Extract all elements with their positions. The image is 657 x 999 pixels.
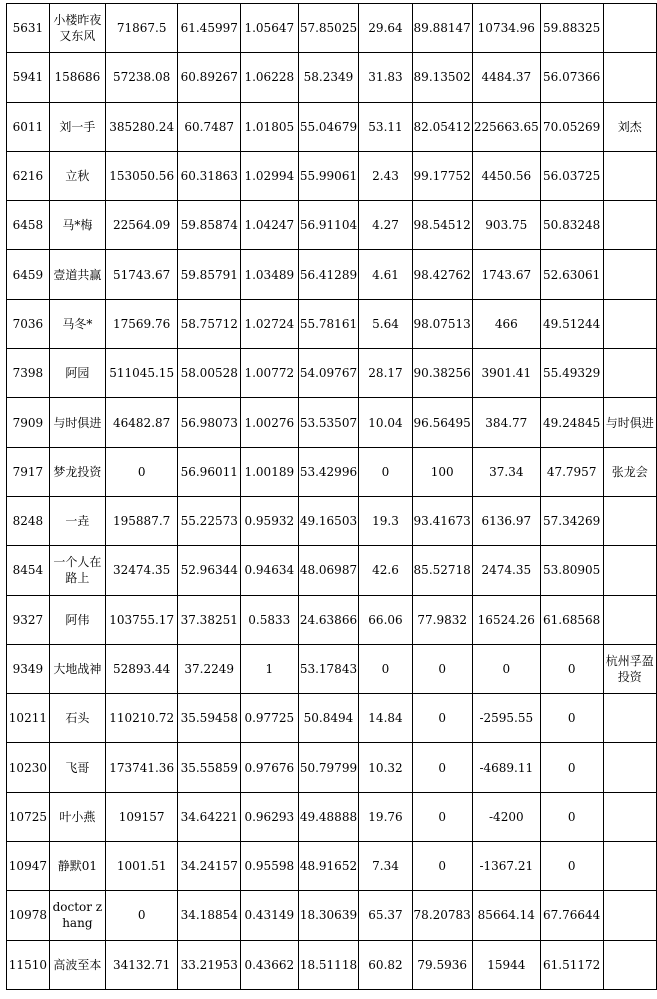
value-cell: 24.63866 <box>298 595 359 644</box>
percent-cell: 10.04 <box>359 398 412 447</box>
value-cell: 18.51118 <box>298 940 359 989</box>
rate-cell: 0 <box>412 842 472 891</box>
profit-cell: -4689.11 <box>472 743 540 792</box>
score-cell: 59.85791 <box>178 250 241 299</box>
name-cell: 阿伟 <box>49 595 105 644</box>
note-cell: 杭州孚盈投资 <box>603 644 657 693</box>
ratio-cell: 1.02724 <box>241 299 298 348</box>
note-cell <box>603 201 657 250</box>
percent-cell: 53.11 <box>359 102 412 151</box>
value-cell: 55.78161 <box>298 299 359 348</box>
score-cell: 56.98073 <box>178 398 241 447</box>
table-row <box>7 496 657 545</box>
note-cell <box>603 496 657 545</box>
percent-cell: 60.82 <box>359 940 412 989</box>
id-cell: 7917 <box>7 447 50 496</box>
profit-cell: 15944 <box>472 940 540 989</box>
amount-cell: 71867.5 <box>105 4 177 53</box>
amount-cell: 57238.08 <box>105 53 177 102</box>
score-cell: 60.89267 <box>178 53 241 102</box>
value-cell: 55.04679 <box>298 102 359 151</box>
amount-cell: 32474.35 <box>105 546 177 595</box>
value-cell: 57.85025 <box>298 4 359 53</box>
rate-cell: 0 <box>412 644 472 693</box>
score-cell: 52.96344 <box>178 546 241 595</box>
id-cell: 10211 <box>7 694 50 743</box>
table-row <box>7 201 657 250</box>
amount-cell: 195887.7 <box>105 496 177 545</box>
id-cell: 5941 <box>7 53 50 102</box>
score-cell: 34.24157 <box>178 842 241 891</box>
score-cell: 60.31863 <box>178 151 241 200</box>
name-cell: 壹道共赢 <box>49 250 105 299</box>
rate-cell: 89.88147 <box>412 4 472 53</box>
note-cell <box>603 250 657 299</box>
index-cell: 0 <box>540 694 603 743</box>
score-cell: 59.85874 <box>178 201 241 250</box>
index-cell: 0 <box>540 644 603 693</box>
table-row <box>7 250 657 299</box>
profit-cell: 10734.96 <box>472 4 540 53</box>
table-row <box>7 546 657 595</box>
note-cell <box>603 792 657 841</box>
profit-cell: 384.77 <box>472 398 540 447</box>
rate-cell: 77.9832 <box>412 595 472 644</box>
rate-cell: 90.38256 <box>412 349 472 398</box>
percent-cell: 19.3 <box>359 496 412 545</box>
amount-cell: 52893.44 <box>105 644 177 693</box>
percent-cell: 0 <box>359 447 412 496</box>
id-cell: 10725 <box>7 792 50 841</box>
note-cell: 张龙会 <box>603 447 657 496</box>
id-cell: 6216 <box>7 151 50 200</box>
score-cell: 61.45997 <box>178 4 241 53</box>
value-cell: 55.99061 <box>298 151 359 200</box>
score-cell: 37.2249 <box>178 644 241 693</box>
rate-cell: 98.54512 <box>412 201 472 250</box>
name-cell: 刘一手 <box>49 102 105 151</box>
note-cell <box>603 940 657 989</box>
name-cell: 小楼昨夜又东风 <box>49 4 105 53</box>
value-cell: 53.17843 <box>298 644 359 693</box>
rate-cell: 100 <box>412 447 472 496</box>
note-cell: 与时俱进 <box>603 398 657 447</box>
score-cell: 56.96011 <box>178 447 241 496</box>
note-cell <box>603 4 657 53</box>
profit-cell: 6136.97 <box>472 496 540 545</box>
percent-cell: 2.43 <box>359 151 412 200</box>
profit-cell: 225663.65 <box>472 102 540 151</box>
name-cell: doctor zhang <box>49 891 105 940</box>
ratio-cell: 0.96293 <box>241 792 298 841</box>
table-row <box>7 694 657 743</box>
rate-cell: 82.05412 <box>412 102 472 151</box>
profit-cell: 16524.26 <box>472 595 540 644</box>
id-cell: 6011 <box>7 102 50 151</box>
id-cell: 8248 <box>7 496 50 545</box>
profit-cell: 2474.35 <box>472 546 540 595</box>
table-row <box>7 891 657 940</box>
index-cell: 59.88325 <box>540 4 603 53</box>
amount-cell: 109157 <box>105 792 177 841</box>
value-cell: 49.16503 <box>298 496 359 545</box>
profit-cell: 4450.56 <box>472 151 540 200</box>
ratio-cell: 0.97725 <box>241 694 298 743</box>
name-cell: 立秋 <box>49 151 105 200</box>
percent-cell: 7.34 <box>359 842 412 891</box>
value-cell: 48.06987 <box>298 546 359 595</box>
amount-cell: 511045.15 <box>105 349 177 398</box>
index-cell: 57.34269 <box>540 496 603 545</box>
note-cell <box>603 891 657 940</box>
name-cell: 158686 <box>49 53 105 102</box>
ratio-cell: 0.97676 <box>241 743 298 792</box>
ratio-cell: 0.95598 <box>241 842 298 891</box>
score-cell: 35.55859 <box>178 743 241 792</box>
name-cell: 一个人在路上 <box>49 546 105 595</box>
note-cell <box>603 349 657 398</box>
score-cell: 60.7487 <box>178 102 241 151</box>
note-cell: 刘杰 <box>603 102 657 151</box>
ratio-cell: 1.00772 <box>241 349 298 398</box>
index-cell: 0 <box>540 743 603 792</box>
name-cell: 高波至本 <box>49 940 105 989</box>
profit-cell: 1743.67 <box>472 250 540 299</box>
index-cell: 53.80905 <box>540 546 603 595</box>
ratio-cell: 0.43149 <box>241 891 298 940</box>
score-cell: 58.75712 <box>178 299 241 348</box>
note-cell <box>603 546 657 595</box>
score-cell: 34.18854 <box>178 891 241 940</box>
index-cell: 61.51172 <box>540 940 603 989</box>
value-cell: 18.30639 <box>298 891 359 940</box>
name-cell: 飞哥 <box>49 743 105 792</box>
amount-cell: 103755.17 <box>105 595 177 644</box>
table-row <box>7 102 657 151</box>
index-cell: 50.83248 <box>540 201 603 250</box>
amount-cell: 385280.24 <box>105 102 177 151</box>
id-cell: 6459 <box>7 250 50 299</box>
ratio-cell: 0.43662 <box>241 940 298 989</box>
index-cell: 61.68568 <box>540 595 603 644</box>
index-cell: 47.7957 <box>540 447 603 496</box>
amount-cell: 173741.36 <box>105 743 177 792</box>
index-cell: 52.63061 <box>540 250 603 299</box>
name-cell: 阿园 <box>49 349 105 398</box>
amount-cell: 46482.87 <box>105 398 177 447</box>
id-cell: 7398 <box>7 349 50 398</box>
ratio-cell: 0.94634 <box>241 546 298 595</box>
note-cell <box>603 53 657 102</box>
name-cell: 与时俱进 <box>49 398 105 447</box>
name-cell: 叶小燕 <box>49 792 105 841</box>
index-cell: 67.76644 <box>540 891 603 940</box>
score-cell: 35.59458 <box>178 694 241 743</box>
table-row <box>7 53 657 102</box>
percent-cell: 66.06 <box>359 595 412 644</box>
percent-cell: 65.37 <box>359 891 412 940</box>
name-cell: 一垚 <box>49 496 105 545</box>
value-cell: 53.53507 <box>298 398 359 447</box>
id-cell: 7036 <box>7 299 50 348</box>
id-cell: 8454 <box>7 546 50 595</box>
index-cell: 0 <box>540 792 603 841</box>
ranking-table-body <box>7 4 657 990</box>
note-cell <box>603 151 657 200</box>
profit-cell: 85664.14 <box>472 891 540 940</box>
rate-cell: 0 <box>412 743 472 792</box>
percent-cell: 4.61 <box>359 250 412 299</box>
rate-cell: 0 <box>412 792 472 841</box>
percent-cell: 42.6 <box>359 546 412 595</box>
ratio-cell: 1.04247 <box>241 201 298 250</box>
value-cell: 48.91652 <box>298 842 359 891</box>
note-cell <box>603 694 657 743</box>
profit-cell: 903.75 <box>472 201 540 250</box>
rate-cell: 85.52718 <box>412 546 472 595</box>
amount-cell: 1001.51 <box>105 842 177 891</box>
rate-cell: 89.13502 <box>412 53 472 102</box>
rate-cell: 0 <box>412 694 472 743</box>
id-cell: 5631 <box>7 4 50 53</box>
index-cell: 56.03725 <box>540 151 603 200</box>
table-row <box>7 4 657 53</box>
index-cell: 49.24845 <box>540 398 603 447</box>
score-cell: 58.00528 <box>178 349 241 398</box>
ratio-cell: 1.02994 <box>241 151 298 200</box>
name-cell: 马冬* <box>49 299 105 348</box>
note-cell <box>603 743 657 792</box>
percent-cell: 14.84 <box>359 694 412 743</box>
value-cell: 53.42996 <box>298 447 359 496</box>
id-cell: 11510 <box>7 940 50 989</box>
rate-cell: 78.20783 <box>412 891 472 940</box>
table-row <box>7 842 657 891</box>
value-cell: 58.2349 <box>298 53 359 102</box>
index-cell: 70.05269 <box>540 102 603 151</box>
percent-cell: 28.17 <box>359 349 412 398</box>
table-row <box>7 349 657 398</box>
profit-cell: 4484.37 <box>472 53 540 102</box>
table-row <box>7 299 657 348</box>
amount-cell: 51743.67 <box>105 250 177 299</box>
ratio-cell: 1.00189 <box>241 447 298 496</box>
id-cell: 9327 <box>7 595 50 644</box>
profit-cell: -1367.21 <box>472 842 540 891</box>
amount-cell: 153050.56 <box>105 151 177 200</box>
index-cell: 55.49329 <box>540 349 603 398</box>
table-row <box>7 792 657 841</box>
value-cell: 56.91104 <box>298 201 359 250</box>
score-cell: 37.38251 <box>178 595 241 644</box>
value-cell: 54.09767 <box>298 349 359 398</box>
amount-cell: 34132.71 <box>105 940 177 989</box>
value-cell: 49.48888 <box>298 792 359 841</box>
table-row <box>7 151 657 200</box>
percent-cell: 0 <box>359 644 412 693</box>
name-cell: 石头 <box>49 694 105 743</box>
ratio-cell: 0.95932 <box>241 496 298 545</box>
value-cell: 50.8494 <box>298 694 359 743</box>
value-cell: 56.41289 <box>298 250 359 299</box>
ratio-cell: 1.05647 <box>241 4 298 53</box>
percent-cell: 4.27 <box>359 201 412 250</box>
index-cell: 56.07366 <box>540 53 603 102</box>
amount-cell: 0 <box>105 891 177 940</box>
note-cell <box>603 842 657 891</box>
amount-cell: 17569.76 <box>105 299 177 348</box>
index-cell: 0 <box>540 842 603 891</box>
rate-cell: 93.41673 <box>412 496 472 545</box>
table-row <box>7 940 657 989</box>
profit-cell: 3901.41 <box>472 349 540 398</box>
percent-cell: 31.83 <box>359 53 412 102</box>
amount-cell: 0 <box>105 447 177 496</box>
table-row <box>7 644 657 693</box>
name-cell: 马*梅 <box>49 201 105 250</box>
percent-cell: 10.32 <box>359 743 412 792</box>
table-row <box>7 595 657 644</box>
note-cell <box>603 595 657 644</box>
id-cell: 9349 <box>7 644 50 693</box>
profit-cell: -4200 <box>472 792 540 841</box>
id-cell: 7909 <box>7 398 50 447</box>
table-row <box>7 398 657 447</box>
amount-cell: 110210.72 <box>105 694 177 743</box>
rate-cell: 98.07513 <box>412 299 472 348</box>
profit-cell: -2595.55 <box>472 694 540 743</box>
name-cell: 静默01 <box>49 842 105 891</box>
score-cell: 55.22573 <box>178 496 241 545</box>
rate-cell: 99.17752 <box>412 151 472 200</box>
table-row <box>7 743 657 792</box>
id-cell: 10978 <box>7 891 50 940</box>
ratio-cell: 0.5833 <box>241 595 298 644</box>
score-cell: 33.21953 <box>178 940 241 989</box>
percent-cell: 29.64 <box>359 4 412 53</box>
percent-cell: 19.76 <box>359 792 412 841</box>
table-row <box>7 447 657 496</box>
percent-cell: 5.64 <box>359 299 412 348</box>
score-cell: 34.64221 <box>178 792 241 841</box>
ratio-cell: 1 <box>241 644 298 693</box>
rate-cell: 98.42762 <box>412 250 472 299</box>
value-cell: 50.79799 <box>298 743 359 792</box>
name-cell: 大地战神 <box>49 644 105 693</box>
amount-cell: 22564.09 <box>105 201 177 250</box>
ratio-cell: 1.00276 <box>241 398 298 447</box>
ratio-cell: 1.01805 <box>241 102 298 151</box>
ranking-table <box>6 3 657 990</box>
index-cell: 49.51244 <box>540 299 603 348</box>
name-cell: 梦龙投资 <box>49 447 105 496</box>
id-cell: 6458 <box>7 201 50 250</box>
id-cell: 10947 <box>7 842 50 891</box>
profit-cell: 37.34 <box>472 447 540 496</box>
rate-cell: 96.56495 <box>412 398 472 447</box>
profit-cell: 0 <box>472 644 540 693</box>
id-cell: 10230 <box>7 743 50 792</box>
note-cell <box>603 299 657 348</box>
ratio-cell: 1.06228 <box>241 53 298 102</box>
ratio-cell: 1.03489 <box>241 250 298 299</box>
rate-cell: 79.5936 <box>412 940 472 989</box>
profit-cell: 466 <box>472 299 540 348</box>
